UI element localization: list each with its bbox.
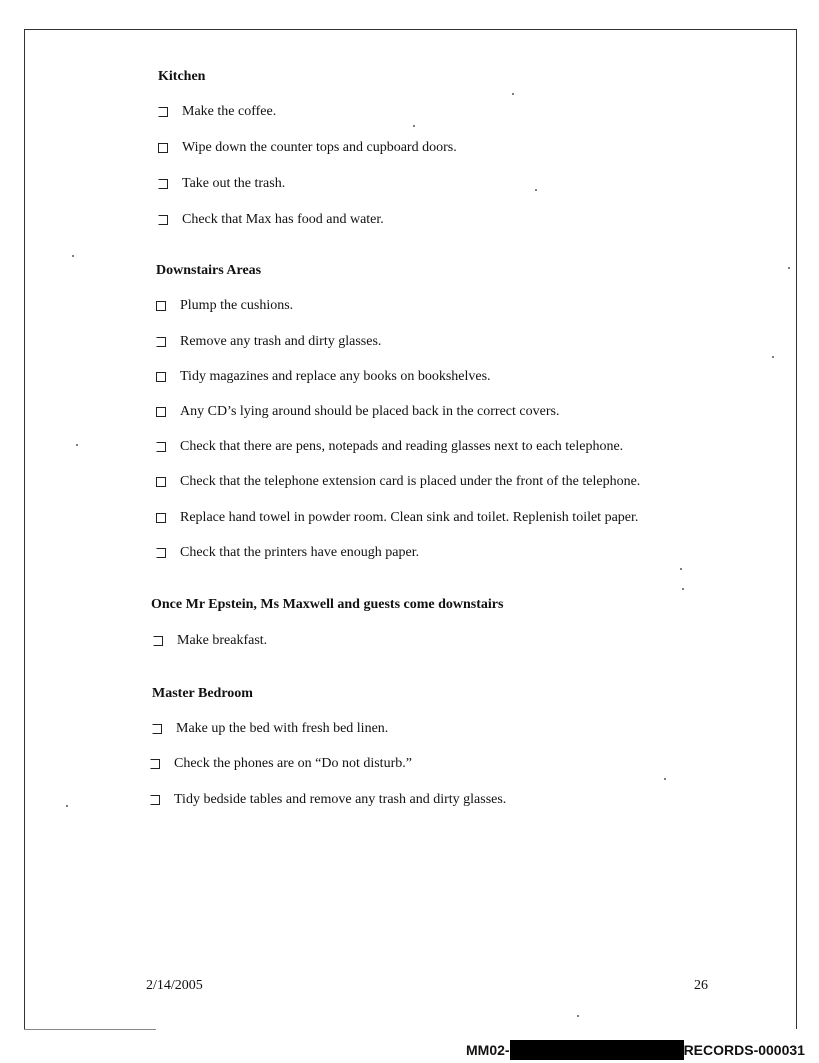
checklist-item: Remove any trash and dirty glasses. (156, 334, 381, 350)
checklist-item: Make the coffee. (158, 104, 276, 120)
checklist-item: Check that the telephone extension card is placed under the front of the telephone. (156, 474, 640, 490)
scan-speck (664, 778, 666, 780)
section-heading-master-bedroom: Master Bedroom (152, 686, 253, 701)
checkbox-icon (153, 636, 163, 646)
scan-speck (512, 93, 514, 95)
checkbox-icon (156, 407, 166, 417)
checkbox-icon (156, 548, 166, 558)
checklist-item: Tidy magazines and replace any books on bookshelves. (156, 369, 491, 385)
checkbox-icon (156, 477, 166, 487)
scan-speck (72, 255, 74, 257)
section-heading-guests-downstairs: Once Mr Epstein, Ms Maxwell and guests come downstairs (151, 597, 504, 612)
section-heading-kitchen: Kitchen (158, 69, 206, 84)
scan-speck (413, 125, 415, 127)
checklist-item: Wipe down the counter tops and cupboard doors. (158, 140, 457, 156)
checklist-item: Make breakfast. (153, 633, 267, 649)
checklist-item: Check the phones are on “Do not disturb.” (150, 756, 412, 772)
checkbox-icon (158, 179, 168, 189)
checkbox-icon (150, 795, 160, 805)
checkbox-icon (156, 301, 166, 311)
checklist-item: Take out the trash. (158, 176, 285, 192)
checklist-item: Check that Max has food and water. (158, 212, 384, 228)
footer-date: 2/14/2005 (146, 978, 203, 993)
checkbox-icon (156, 337, 166, 347)
checklist-item: Tidy bedside tables and remove any trash and dirty glasses. (150, 792, 506, 808)
bates-prefix: MM02- (466, 1042, 510, 1058)
checklist-item: Replace hand towel in powder room. Clean sink and toilet. Replenish toilet paper. (156, 510, 638, 526)
checkbox-icon (158, 107, 168, 117)
checklist-item: Plump the cushions. (156, 298, 293, 314)
scan-speck (682, 588, 684, 590)
section-heading-downstairs: Downstairs Areas (156, 263, 262, 278)
page-number: 26 (694, 978, 708, 993)
checkbox-icon (156, 372, 166, 382)
bates-suffix: RECORDS-000031 (683, 1042, 805, 1058)
page-border-right (796, 29, 797, 1029)
scan-speck (680, 568, 682, 570)
page-border-bottom (24, 1029, 156, 1030)
checkbox-icon (156, 513, 166, 523)
checkbox-icon (158, 215, 168, 225)
checklist-item: Check that there are pens, notepads and reading glasses next to each telephone. (156, 439, 623, 455)
scan-speck (788, 267, 790, 269)
page-border-top (24, 29, 796, 30)
scan-speck (772, 356, 774, 358)
checklist-item: Make up the bed with fresh bed linen. (152, 721, 388, 737)
scan-speck (76, 444, 78, 446)
checklist-item: Any CD’s lying around should be placed back in the correct covers. (156, 404, 559, 420)
scan-speck (577, 1015, 579, 1017)
scan-speck (535, 189, 537, 191)
redaction-bar (510, 1040, 684, 1060)
bates-stamp (466, 1040, 805, 1060)
checklist-item: Check that the printers have enough paper. (156, 545, 419, 561)
page-border-left (24, 29, 25, 1029)
checkbox-icon (150, 759, 160, 769)
scan-speck (66, 805, 68, 807)
checkbox-icon (158, 143, 168, 153)
checkbox-icon (152, 724, 162, 734)
checkbox-icon (156, 442, 166, 452)
